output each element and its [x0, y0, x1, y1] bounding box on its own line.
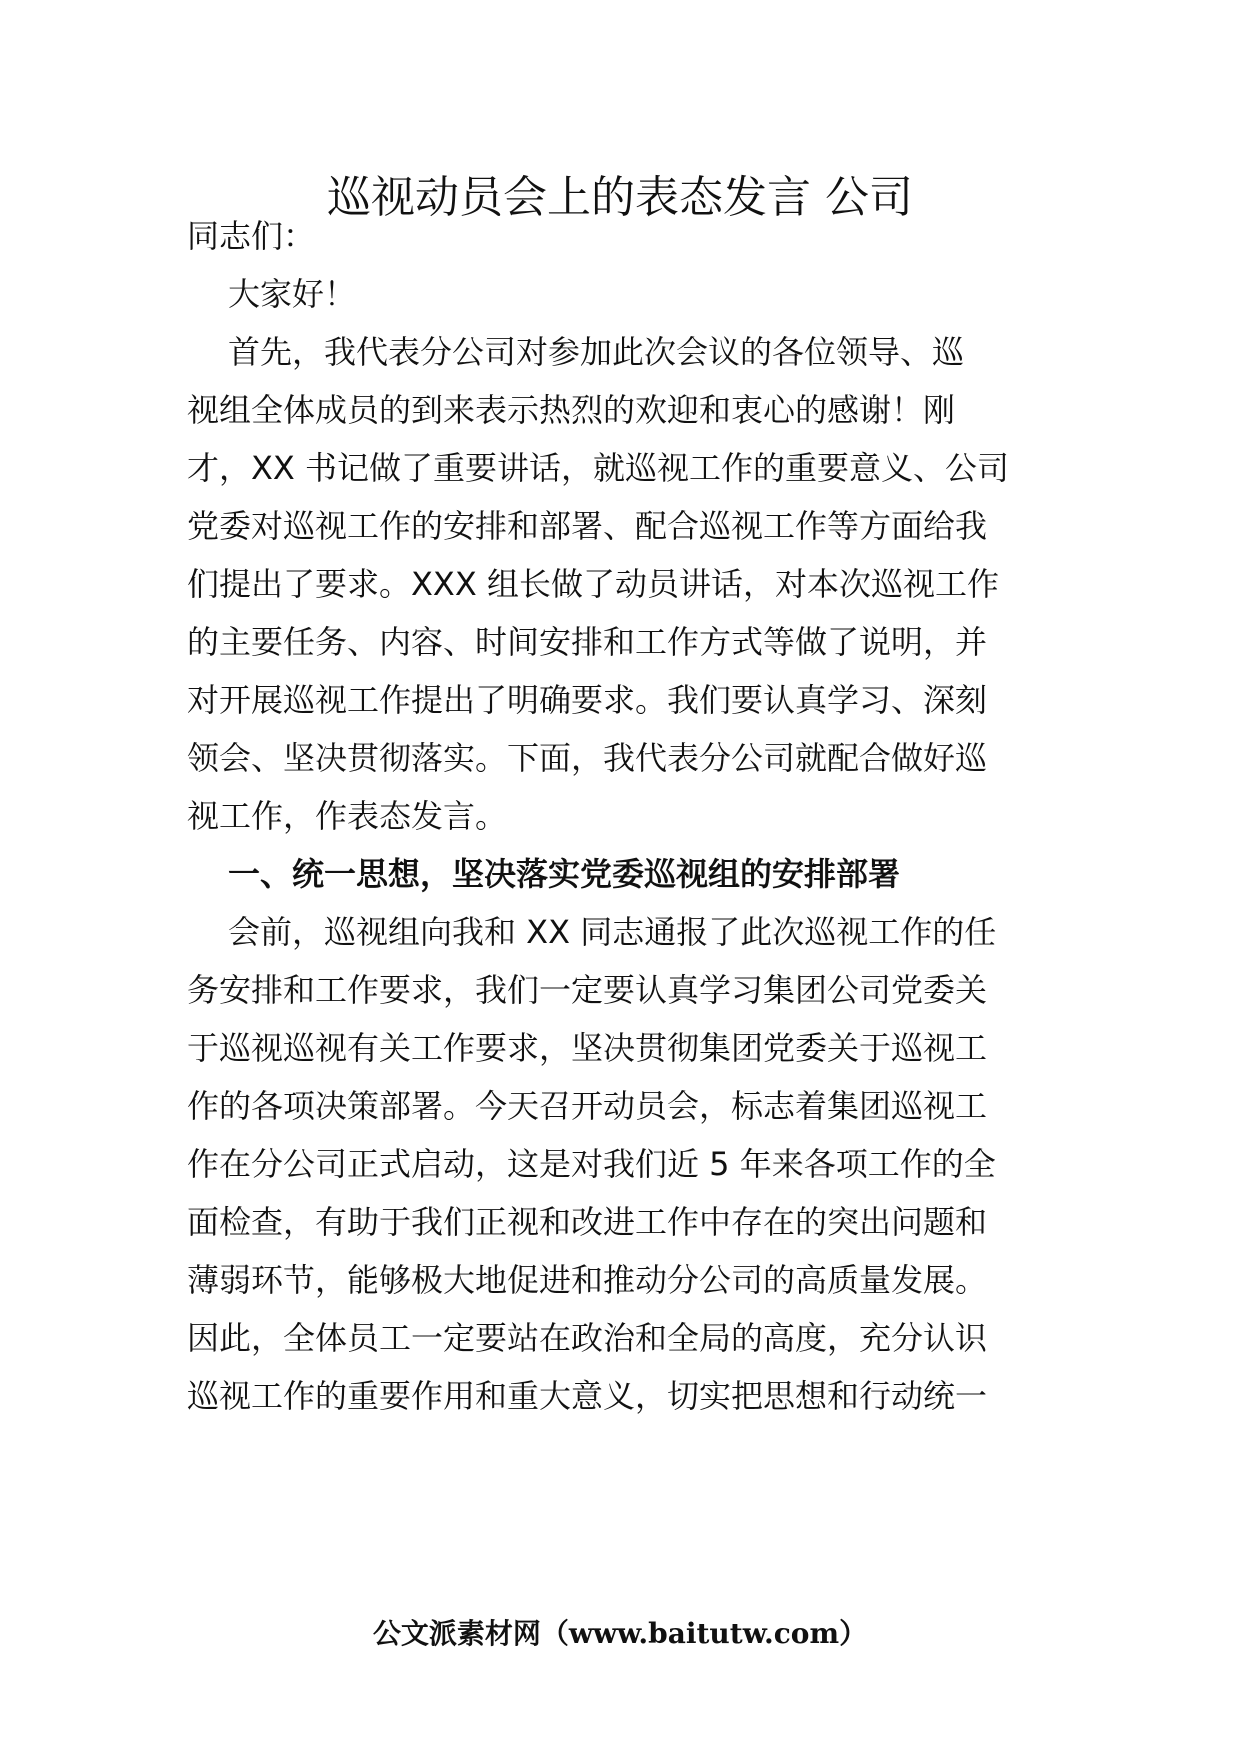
greeting-line: 大家好！ [228, 275, 357, 313]
body-line: 的主要任务、内容、时间安排和工作方式等做了说明，并 [187, 623, 988, 661]
body-line: 们提出了要求。XXX 组长做了动员讲话，对本次巡视工作 [187, 565, 999, 603]
page-footer: 公文派素材网（www.baitutw.com） [372, 1617, 868, 1650]
body-line: 首先，我代表分公司对参加此次会议的各位领导、巡 [228, 333, 965, 371]
body-line: 因此，全体员工一定要站在政治和全局的高度，充分认识 [187, 1319, 988, 1357]
body-line: 薄弱环节，能够极大地促进和推动分公司的高质量发展。 [187, 1261, 988, 1299]
section-heading: 一、统一思想，坚决落实党委巡视组的安排部署 [228, 855, 901, 893]
body-line: 视组全体成员的到来表示热烈的欢迎和衷心的感谢！刚 [187, 391, 956, 429]
body-line: 作的各项决策部署。今天召开动员会，标志着集团巡视工 [187, 1087, 988, 1125]
document-title: 巡视动员会上的表态发言 公司 [327, 172, 913, 223]
body-line: 面检查，有助于我们正视和改进工作中存在的突出问题和 [187, 1203, 988, 1241]
body-line: 作在分公司正式启动，这是对我们近 5 年来各项工作的全 [187, 1145, 996, 1183]
salutation-line: 同志们： [187, 217, 316, 255]
body-line: 党委对巡视工作的安排和部署、配合巡视工作等方面给我 [187, 507, 988, 545]
body-line: 于巡视巡视有关工作要求，坚决贯彻集团党委关于巡视工 [187, 1029, 988, 1067]
body-line: 才，XX 书记做了重要讲话，就巡视工作的重要意义、公司 [187, 449, 1010, 487]
body-line: 会前，巡视组向我和 XX 同志通报了此次巡视工作的任 [228, 913, 997, 951]
body-line: 对开展巡视工作提出了明确要求。我们要认真学习、深刻 [187, 681, 988, 719]
body-line: 巡视工作的重要作用和重大意义，切实把思想和行动统一 [187, 1377, 988, 1415]
body-line: 务安排和工作要求，我们一定要认真学习集团公司党委关 [187, 971, 988, 1009]
body-line: 领会、坚决贯彻落实。下面，我代表分公司就配合做好巡 [187, 739, 988, 777]
body-line: 视工作，作表态发言。 [187, 797, 508, 835]
